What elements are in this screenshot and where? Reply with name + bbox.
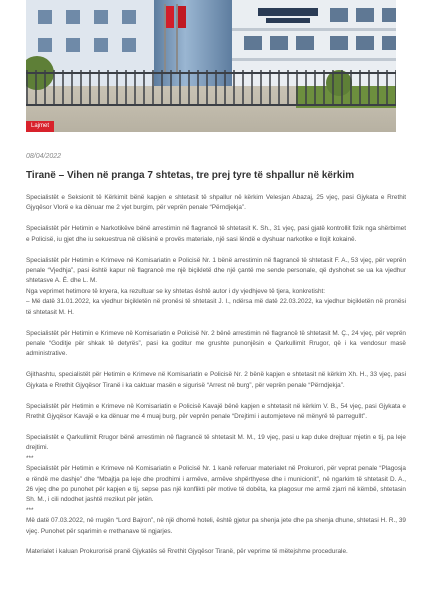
flag-icon (166, 6, 174, 28)
category-tag[interactable]: Lajmet (26, 121, 54, 132)
article-paragraph: Materialet i kaluan Prokurorisë pranë Gjykatës së Rrethit Gjyqësor Tiranë, për veprime të mëtejshme procedurale. (26, 548, 348, 556)
hero-fence (26, 70, 396, 106)
article-paragraph: Specialistët për Hetimin e Krimeve në Komisariatin e Policisë Nr. 1 kanë referuar materialet në Prokurori, për veprat penale “Plagosja e rëndë me dashje” dhe “Mbajtja pa leje dhe prodhimi i armëve, armëve shpërthyese dhe i municionit”, në ngarkim të shtetasit D. A., 26 vjeç dhe po punohet për kapjen e tij, sepse pas një konflikti për motive të dobëta, ka plagosur me armë zjarri në këmbë, shtetasin Sh. M., i cili ndodhet jashtë rrezikut për jetën. (26, 465, 406, 504)
article-paragraph: – Më datë 31.01.2022, ka vjedhur biçikletën në pronësi të shtetasit J. I., ndërsa më datë 22.03.2022, ka vjedhur biçikletën në pronësi të shtetasit M. H. (26, 298, 406, 316)
article-paragraph: Më datë 07.03.2022, në rrugën “Lord Bajron”, në një dhomë hoteli, është gjetur pa shenja jete dhe pa shenja dhune, shtetasi H. R., 39 vjeç. Punohet për sqarimin e rrethanave të ngjarjes. (26, 517, 406, 535)
hero-image (26, 0, 396, 132)
article-paragraph: Specialistët e Qarkullimit Rrugor bënë arrestimin në flagrancë të shtetasit M. M., 19 vjeç, pasi u kap duke drejtuar mjetin e tij, pa leje drejtimi. (26, 433, 406, 452)
section-separator: *** (26, 506, 34, 514)
article-paragraph: Specialistët për Hetimin e Krimeve në Komisariatin e Policisë Kavajë bënë kapjen e shtetasit në kërkim V. B., 54 vjeç, pasi Gjykata e Rrethit Gjyqësor Kavajë e ka dënuar me 4 muaj burg, për veprën penale “Drejtimi i automjeteve në mënyrë të parregullt”. (26, 402, 406, 420)
article-body (26, 193, 406, 568)
building-sign (258, 8, 318, 16)
article-paragraph: Specialistët për Hetimin e Narkotikëve bënë arrestimin në flagrancë të shtetasit K. Sh., 31 vjeç, pasi gjatë kontrollit fizik nga shërbimet e Policisë, iu gjet dhe iu sekuestrua në cilësinë e provës materiale, një sasi lëndë e dyshuar narkotike e llojit kokainë. (26, 225, 406, 243)
article-paragraph: Specialistët e Seksionit të Kërkimit bënë kapjen e shtetasit të shpallur në kërkim Velesjan Abazaj, 25 vjeç, pasi Gjykata e Rrethit Gjyqësor Vlorë e ka dënuar me 2 vjet burgim, për veprën penale “Përndjekja”. (26, 194, 406, 212)
article-paragraph: Nga veprimet hetimore të kryera, ka rezultuar se ky shtetas është autor i dy vjedhjeve të tjera, konkretisht: (26, 287, 326, 295)
article-title: Tiranë – Vihen në pranga 7 shtetas, tre prej tyre të shpallur në kërkim (26, 170, 355, 181)
article-paragraph: Specialistët për Hetimin e Krimeve në Komisariatin e Policisë Nr. 1 bënë arrestimin në flagrancë të shtetasit F. A., 53 vjeç, për veprën penale “Vjedhja”, pasi është kapur në flagrancë me një biçikletë dhe një çantë me sende personale, që dyshohet se ua ka vjedhur shtetasve A. Ë. dhe L. M. (26, 256, 406, 285)
article-paragraph: Gjithashtu, specialistët për Hetimin e Krimeve në Komisariatin e Policisë Nr. 2 bënë kapjen e shtetasit në kërkim Xh. H., 33 vjeç, pasi Gjykata e Rrethit Gjyqësor Tiranë i ka caktuar masën e sigurisë “Arrest në burg”, për veprën penale “Përndjekja”. (26, 371, 406, 389)
section-separator: *** (26, 454, 34, 462)
article-paragraph: Specialistët për Hetimin e Krimeve në Komisariatin e Policisë Nr. 2 bënë arrestimin në flagrancë të shtetasit M. Ç., 24 vjeç, për veprën penale “Goditje për shkak të detyrës”, pasi ka goditur me grushte punonjësin e Qarkullimit Rrugor, që i ka vendosur masë administrative. (26, 329, 406, 358)
post-date: 08/04/2022 (26, 153, 62, 160)
